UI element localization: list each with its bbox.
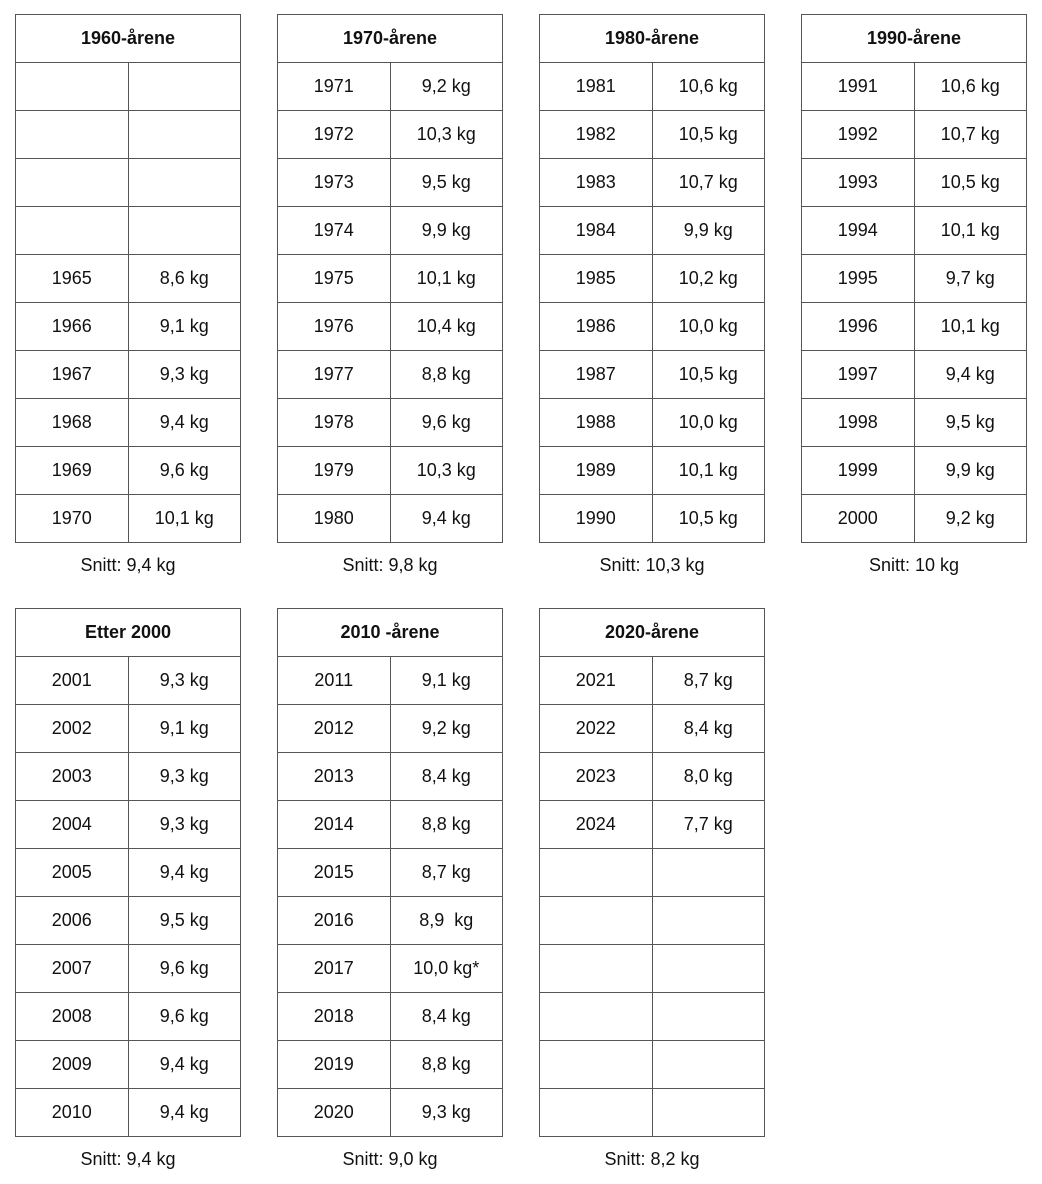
year-cell: 1992 [802,111,915,159]
table-block-2020s [539,608,765,1170]
value-cell: 10,3 kg [390,111,503,159]
value-cell: 8,6 kg [128,255,241,303]
value-cell: 9,5 kg [128,897,241,945]
value-cell: 9,9 kg [390,207,503,255]
year-cell: 2005 [16,849,129,897]
value-cell: 9,9 kg [914,447,1027,495]
average-label: Snitt: 9,0 kg [342,1149,438,1169]
table-row [802,303,1027,351]
table-row [278,111,503,159]
year-cell: 2017 [278,945,391,993]
value-cell [128,111,241,159]
year-cell: 1966 [16,303,129,351]
average-label: Snitt: 9,8 kg [342,555,438,575]
table-row [540,945,765,993]
table-row [16,705,241,753]
value-cell [652,897,765,945]
value-cell: 9,3 kg [128,753,241,801]
table-row [278,1041,503,1089]
table-row [16,207,241,255]
value-cell: 9,4 kg [128,849,241,897]
value-cell: 9,5 kg [914,399,1027,447]
year-cell [16,159,129,207]
year-cell: 1974 [278,207,391,255]
table-row [278,705,503,753]
value-cell [652,993,765,1041]
decade-table [539,14,765,543]
value-cell [652,1041,765,1089]
year-cell: 1999 [802,447,915,495]
value-cell: 10,7 kg [914,111,1027,159]
year-cell: 1995 [802,255,915,303]
decade-table [539,608,765,1137]
decade-table [277,14,503,543]
year-cell: 2016 [278,897,391,945]
value-cell: 8,4 kg [652,705,765,753]
year-cell: 2013 [278,753,391,801]
year-cell [16,63,129,111]
year-cell: 2001 [16,657,129,705]
value-cell: 9,1 kg [128,705,241,753]
table-row [278,159,503,207]
table-row [16,255,241,303]
table-row [802,495,1027,543]
year-cell: 2022 [540,705,653,753]
table-row [16,801,241,849]
table-row [540,897,765,945]
year-cell [540,849,653,897]
table-block-1990s [801,14,1027,576]
year-cell: 2023 [540,753,653,801]
year-cell: 2004 [16,801,129,849]
value-cell: 9,2 kg [914,495,1027,543]
year-cell: 1994 [802,207,915,255]
table-row [16,1089,241,1137]
year-cell: 1986 [540,303,653,351]
year-cell: 1981 [540,63,653,111]
year-cell [540,1041,653,1089]
value-cell: 10,3 kg [390,447,503,495]
year-cell: 2018 [278,993,391,1041]
year-cell: 1971 [278,63,391,111]
table-row [278,1089,503,1137]
table-row [278,303,503,351]
value-cell: 9,3 kg [390,1089,503,1137]
year-cell [540,897,653,945]
table-row [540,63,765,111]
decade-table [801,14,1027,543]
table-row [540,801,765,849]
value-cell: 10,5 kg [652,495,765,543]
value-cell: 9,6 kg [128,993,241,1041]
value-cell: 9,9 kg [652,207,765,255]
table-title: Etter 2000 [16,609,241,657]
year-cell: 1977 [278,351,391,399]
value-cell: 8,7 kg [390,849,503,897]
year-cell: 1985 [540,255,653,303]
table-row [802,399,1027,447]
year-cell: 1970 [16,495,129,543]
table-row [16,159,241,207]
year-cell: 2010 [16,1089,129,1137]
table-row [540,495,765,543]
table-row [540,1089,765,1137]
table-title: 1980-årene [540,15,765,63]
year-cell: 1968 [16,399,129,447]
average-label: Snitt: 10,3 kg [599,555,705,575]
value-cell: 9,4 kg [128,399,241,447]
table-row [802,351,1027,399]
value-cell: 7,7 kg [652,801,765,849]
table-row [278,63,503,111]
year-cell: 2009 [16,1041,129,1089]
table-row [802,207,1027,255]
table-row [16,447,241,495]
value-cell: 9,6 kg [128,447,241,495]
value-cell: 10,1 kg [914,207,1027,255]
value-cell: 10,4 kg [390,303,503,351]
value-cell: 10,7 kg [652,159,765,207]
value-cell: 10,5 kg [652,351,765,399]
table-row [16,945,241,993]
year-cell: 1983 [540,159,653,207]
table-block-1960s [15,14,241,576]
table-row [16,849,241,897]
value-cell: 9,3 kg [128,657,241,705]
table-row [540,399,765,447]
year-cell [540,1089,653,1137]
value-cell: 8,7 kg [652,657,765,705]
table-row [802,159,1027,207]
value-cell: 9,6 kg [128,945,241,993]
value-cell [128,63,241,111]
year-cell: 2020 [278,1089,391,1137]
table-title: 2020-årene [540,609,765,657]
year-cell: 1991 [802,63,915,111]
table-row [16,753,241,801]
value-cell: 8,8 kg [390,801,503,849]
decade-table [15,14,241,543]
table-row [802,63,1027,111]
average-label: Snitt: 9,4 kg [80,555,176,575]
year-cell: 2008 [16,993,129,1041]
table-row [540,447,765,495]
value-cell: 10,1 kg [914,303,1027,351]
value-cell: 9,1 kg [390,657,503,705]
year-cell: 2024 [540,801,653,849]
year-cell: 1998 [802,399,915,447]
table-row [540,303,765,351]
table-row [278,399,503,447]
table-row [802,255,1027,303]
table-row [278,753,503,801]
year-cell: 2006 [16,897,129,945]
table-row [278,849,503,897]
table-row [540,207,765,255]
year-cell: 1972 [278,111,391,159]
value-cell: 10,0 kg [652,399,765,447]
year-cell: 2003 [16,753,129,801]
table-row [278,351,503,399]
table-row [540,705,765,753]
table-row [16,897,241,945]
year-cell: 1976 [278,303,391,351]
table-row [16,657,241,705]
value-cell: 9,5 kg [390,159,503,207]
table-row [16,111,241,159]
value-cell: 8,4 kg [390,753,503,801]
year-cell: 2019 [278,1041,391,1089]
value-cell [128,159,241,207]
table-row [278,993,503,1041]
year-cell: 1980 [278,495,391,543]
value-cell [652,849,765,897]
table-row [16,993,241,1041]
year-cell: 2021 [540,657,653,705]
year-cell: 1996 [802,303,915,351]
year-cell [540,993,653,1041]
year-cell: 1969 [16,447,129,495]
table-title: 2010 -årene [278,609,503,657]
table-row [540,159,765,207]
average-label: Snitt: 10 kg [868,555,960,575]
value-cell: 9,4 kg [128,1041,241,1089]
table-row [540,657,765,705]
table-row [540,351,765,399]
year-cell: 1997 [802,351,915,399]
year-cell: 1984 [540,207,653,255]
value-cell: 10,0 kg [652,303,765,351]
table-row [278,207,503,255]
year-cell: 2000 [802,495,915,543]
year-cell: 1975 [278,255,391,303]
value-cell [128,207,241,255]
table-row [540,111,765,159]
year-cell: 2007 [16,945,129,993]
value-cell: 10,6 kg [914,63,1027,111]
year-cell: 2012 [278,705,391,753]
table-row [540,849,765,897]
table-row [278,657,503,705]
table-row [16,303,241,351]
table-row [802,447,1027,495]
table-row [16,1041,241,1089]
year-cell: 1987 [540,351,653,399]
value-cell: 10,5 kg [914,159,1027,207]
year-cell: 1989 [540,447,653,495]
table-row [16,63,241,111]
table-block-1980s [539,14,765,576]
table-row [278,897,503,945]
year-cell: 2002 [16,705,129,753]
value-cell: 8,8 kg [390,351,503,399]
value-cell: 8,8 kg [390,1041,503,1089]
value-cell [652,1089,765,1137]
year-cell: 2015 [278,849,391,897]
value-cell: 10,2 kg [652,255,765,303]
value-cell: 10,5 kg [652,111,765,159]
table-row [278,255,503,303]
table-row [802,111,1027,159]
year-cell: 1988 [540,399,653,447]
year-cell [540,945,653,993]
year-cell: 1982 [540,111,653,159]
value-cell: 9,7 kg [914,255,1027,303]
year-cell: 1978 [278,399,391,447]
year-cell: 1990 [540,495,653,543]
average-label: Snitt: 8,2 kg [604,1149,700,1169]
value-cell: 9,1 kg [128,303,241,351]
value-cell: 9,3 kg [128,801,241,849]
table-row [16,351,241,399]
table-block-1970s [277,14,503,576]
year-cell: 1979 [278,447,391,495]
table-row [278,801,503,849]
year-cell [16,207,129,255]
value-cell: 10,1 kg [652,447,765,495]
table-row [540,255,765,303]
table-title: 1990-årene [802,15,1027,63]
value-cell: 9,2 kg [390,63,503,111]
year-cell [16,111,129,159]
table-title: 1970-årene [278,15,503,63]
value-cell: 9,4 kg [128,1089,241,1137]
value-cell: 10,1 kg [390,255,503,303]
value-cell: 10,1 kg [128,495,241,543]
table-row [278,447,503,495]
value-cell: 8,0 kg [652,753,765,801]
decade-table [15,608,241,1137]
year-cell: 2011 [278,657,391,705]
value-cell: 9,3 kg [128,351,241,399]
decade-table [277,608,503,1137]
value-cell: 9,2 kg [390,705,503,753]
table-row [540,1041,765,1089]
table-row [540,753,765,801]
value-cell: 8,4 kg [390,993,503,1041]
table-row [540,993,765,1041]
year-cell: 1993 [802,159,915,207]
value-cell: 9,4 kg [914,351,1027,399]
table-block-after-2000 [15,608,241,1170]
year-cell: 2014 [278,801,391,849]
table-block-2010s [277,608,503,1170]
year-cell: 1973 [278,159,391,207]
table-row [16,495,241,543]
value-cell: 10,0 kg* [390,945,503,993]
value-cell: 9,4 kg [390,495,503,543]
year-cell: 1965 [16,255,129,303]
value-cell [652,945,765,993]
table-row [16,399,241,447]
year-cell: 1967 [16,351,129,399]
average-label: Snitt: 9,4 kg [80,1149,176,1169]
table-row [278,495,503,543]
table-row [278,945,503,993]
value-cell: 10,6 kg [652,63,765,111]
table-title: 1960-årene [16,15,241,63]
value-cell: 8,9 kg [390,897,503,945]
value-cell: 9,6 kg [390,399,503,447]
